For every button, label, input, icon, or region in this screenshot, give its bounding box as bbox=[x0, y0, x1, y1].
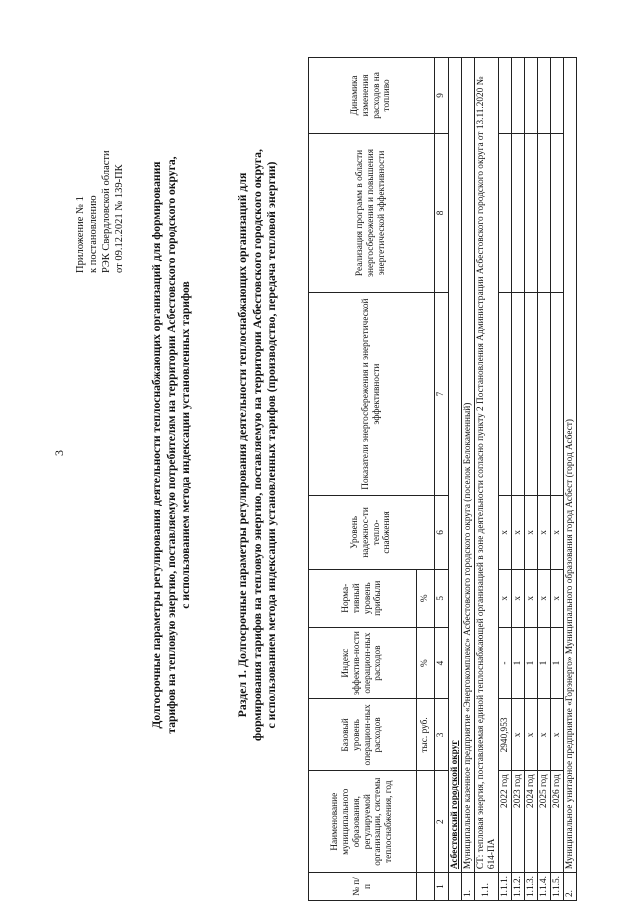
header-cell: Показатели энергосбережения и энергетической эффективности bbox=[309, 293, 435, 496]
year-cell: 2023 год bbox=[512, 771, 525, 873]
municipality-name bbox=[449, 58, 462, 873]
value-cell: x bbox=[551, 699, 564, 771]
section-title bbox=[235, 115, 279, 775]
table-row bbox=[499, 58, 512, 901]
title-line: Долгосрочные параметры регулирования деятельности теплоснабжающих организаций для формирования bbox=[150, 161, 163, 729]
value-cell bbox=[499, 58, 512, 134]
value-cell bbox=[551, 293, 564, 496]
table-row bbox=[551, 58, 564, 901]
units-cell bbox=[417, 873, 435, 901]
value-cell: - bbox=[499, 627, 512, 699]
units-cell: тыс. руб. bbox=[417, 699, 435, 771]
organization-name: Муниципальное казенное предприятие «Энергокомплекс» Асбестовского городского округа (поселок Белокаменный) bbox=[462, 58, 475, 873]
header-cell: Уровень надежнос-ти тепло-снабжения bbox=[309, 496, 435, 570]
appendix-line: от 09.12.2021 № 139-ПК bbox=[114, 164, 125, 273]
value-cell: x bbox=[538, 496, 551, 570]
row-number: 1. bbox=[462, 873, 475, 901]
header-row bbox=[309, 58, 417, 901]
value-cell: x bbox=[499, 496, 512, 570]
system-row bbox=[475, 58, 499, 901]
appendix-line: РЭК Свердловской области bbox=[101, 150, 112, 273]
appendix-note bbox=[74, 63, 126, 273]
value-cell bbox=[499, 133, 512, 292]
table-row bbox=[512, 58, 525, 901]
value-cell bbox=[525, 58, 538, 134]
value-cell: x bbox=[551, 569, 564, 627]
value-cell: 1 bbox=[538, 627, 551, 699]
value-cell: 1 bbox=[525, 627, 538, 699]
organization-row bbox=[462, 58, 475, 901]
column-number: 5 bbox=[435, 569, 449, 627]
table-row bbox=[525, 58, 538, 901]
units-cell: % bbox=[417, 627, 435, 699]
value-cell bbox=[551, 58, 564, 134]
row-number: 1.1. bbox=[475, 873, 499, 901]
header-cell: Базовый уровень операцион-ных расходов bbox=[309, 699, 417, 771]
value-cell: x bbox=[512, 699, 525, 771]
value-cell: x bbox=[525, 699, 538, 771]
system-name: СТ: тепловая энергия, поставляемая единой теплоснабжающей организацией в зоне деятельности согласно пункту 2 Постановления Администрации Асбестовского городского округа от 13.11.2020 № 614-ПА bbox=[475, 58, 499, 873]
value-cell: x bbox=[512, 569, 525, 627]
year-cell: 2022 год bbox=[499, 771, 512, 873]
units-cell bbox=[417, 771, 435, 873]
column-number: 7 bbox=[435, 293, 449, 496]
units-cell: % bbox=[417, 569, 435, 627]
column-number: 8 bbox=[435, 133, 449, 292]
organization-name: Муниципальное унитарное предприятие «Горэнерго» Муниципального образования город Асбест (город Асбест) bbox=[564, 58, 577, 873]
section-title-line: формирования тарифов на тепловую энергию, поставляемую на территории Асбестовского городского округа, bbox=[249, 149, 264, 741]
header-cell: № п/п bbox=[309, 873, 417, 901]
column-numbers-row bbox=[435, 58, 449, 901]
column-number: 3 bbox=[435, 699, 449, 771]
column-number: 9 bbox=[435, 58, 449, 134]
year-cell: 2025 год bbox=[538, 771, 551, 873]
year-cell: 2026 год bbox=[551, 771, 564, 873]
organization-row bbox=[564, 58, 577, 901]
column-number: 1 bbox=[435, 873, 449, 901]
value-cell: 2940,953 bbox=[499, 699, 512, 771]
value-cell bbox=[525, 133, 538, 292]
document-title bbox=[150, 125, 194, 765]
header-cell: Индекс эффектив-ности операцион-ных расходов bbox=[309, 627, 417, 699]
value-cell: 1 bbox=[551, 627, 564, 699]
header-cell: Наименование муниципального образования, регулируемой организации, системы теплоснабжения, год bbox=[309, 771, 417, 873]
row-number: 1.1.2. bbox=[512, 873, 525, 901]
value-cell bbox=[525, 293, 538, 496]
table-row bbox=[538, 58, 551, 901]
year-cell: 2024 год bbox=[525, 771, 538, 873]
value-cell: x bbox=[525, 569, 538, 627]
parameters-table bbox=[308, 57, 577, 901]
value-cell bbox=[512, 58, 525, 134]
row-number: 2. bbox=[564, 873, 577, 901]
row-number: 1.1.4. bbox=[538, 873, 551, 901]
value-cell: 1 bbox=[512, 627, 525, 699]
row-number: 1.1.5. bbox=[551, 873, 564, 901]
municipality-label: Асбестовский городской округ bbox=[449, 740, 460, 870]
value-cell bbox=[512, 293, 525, 496]
value-cell bbox=[551, 133, 564, 292]
appendix-line: Приложение № 1 bbox=[75, 196, 86, 273]
column-number: 4 bbox=[435, 627, 449, 699]
header-cell: Реализация программ в области энергосбережения и повышения энергетической эффективности bbox=[309, 133, 435, 292]
value-cell: x bbox=[512, 496, 525, 570]
column-number: 6 bbox=[435, 496, 449, 570]
section-title-line: Раздел 1. Долгосрочные параметры регулирования деятельности теплоснабжающих организаций для bbox=[235, 172, 249, 718]
row-number: 1.1.1. bbox=[499, 873, 512, 901]
header-cell: Динамика изменения расходов на топливо bbox=[309, 58, 435, 134]
value-cell: x bbox=[551, 496, 564, 570]
value-cell: x bbox=[499, 569, 512, 627]
value-cell: x bbox=[538, 699, 551, 771]
value-cell: x bbox=[538, 569, 551, 627]
header-cell: Норма-тивный уровень прибыли bbox=[309, 569, 417, 627]
value-cell bbox=[538, 293, 551, 496]
value-cell: x bbox=[525, 496, 538, 570]
value-cell bbox=[538, 58, 551, 134]
value-cell bbox=[499, 293, 512, 496]
row-number: 1.1.3. bbox=[525, 873, 538, 901]
empty-cell bbox=[449, 873, 462, 901]
section-title-line: с использованием метода индексации установленных тарифов (производство, передача тепловой энергии) bbox=[264, 161, 278, 729]
column-number: 2 bbox=[435, 771, 449, 873]
value-cell bbox=[538, 133, 551, 292]
municipality-row bbox=[449, 58, 462, 901]
title-line: тарифов на тепловую энергию, поставляемую потребителям на территории Асбестовского городского округа, bbox=[164, 156, 178, 734]
page-number: 3 bbox=[52, 450, 66, 456]
title-line: с использованием метода индексации установленных тарифов bbox=[179, 281, 192, 609]
value-cell bbox=[512, 133, 525, 292]
appendix-line: к постановлению bbox=[88, 195, 99, 273]
